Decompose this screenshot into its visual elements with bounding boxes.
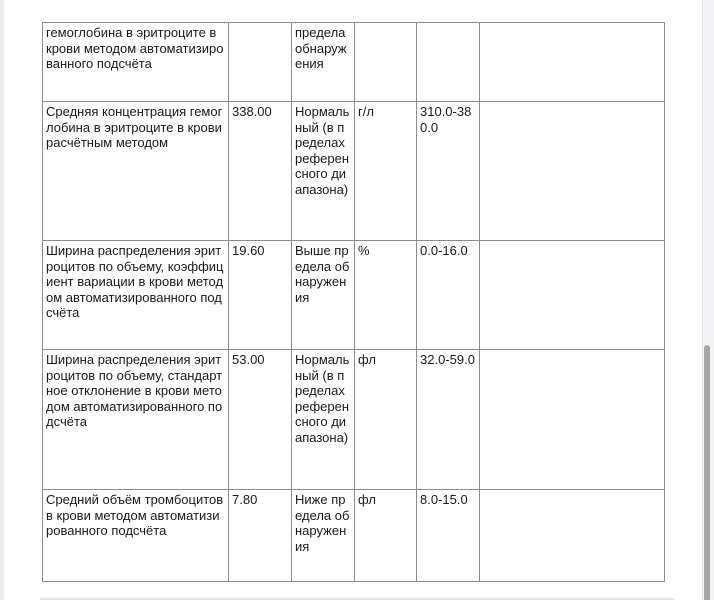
result-value-cell: 53.00 bbox=[229, 350, 292, 490]
reference-range-cell: 310.0-380.0 bbox=[417, 102, 480, 241]
test-name-cell: Средняя концентрация гемоглобина в эритроците в крови расчётным методом bbox=[43, 102, 229, 241]
note-cell bbox=[480, 23, 665, 102]
reference-range-cell: 32.0-59.0 bbox=[417, 350, 480, 490]
vertical-scrollbar-thumb[interactable] bbox=[704, 345, 710, 600]
table-row bbox=[43, 350, 665, 490]
status-cell: Выше предела обнаружения bbox=[292, 241, 355, 350]
document-page bbox=[4, 0, 700, 600]
table-row bbox=[43, 241, 665, 350]
test-name-cell: Ширина распределения эритроцитов по объему, стандартное отклонение в крови методом автоматизированного подсчёта bbox=[43, 350, 229, 490]
status-cell: предела обнаружения bbox=[292, 23, 355, 102]
test-name-cell: гемоглобина в эритроците в крови методом автоматизированного подсчёта bbox=[43, 23, 229, 102]
unit-cell bbox=[355, 23, 417, 102]
note-cell bbox=[480, 350, 665, 490]
result-value-cell: 19.60 bbox=[229, 241, 292, 350]
reference-range-cell: 0.0-16.0 bbox=[417, 241, 480, 350]
result-value-cell: 7.80 bbox=[229, 490, 292, 582]
status-cell: Нормальный (в пределах референсного диапазона) bbox=[292, 102, 355, 241]
unit-cell: фл bbox=[355, 490, 417, 582]
test-name-cell: Средний объём тромбоцитов в крови методом автоматизированного подсчёта bbox=[43, 490, 229, 582]
result-value-cell: 338.00 bbox=[229, 102, 292, 241]
test-name-cell: Ширина распределения эритроцитов по объему, коэффициент вариации в крови методом автоматизированного подсчёта bbox=[43, 241, 229, 350]
table-row bbox=[43, 490, 665, 582]
unit-cell: % bbox=[355, 241, 417, 350]
note-cell bbox=[480, 241, 665, 350]
table-row bbox=[43, 102, 665, 241]
reference-range-cell: 8.0-15.0 bbox=[417, 490, 480, 582]
lab-results-table bbox=[42, 22, 665, 582]
unit-cell: г/л bbox=[355, 102, 417, 241]
note-cell bbox=[480, 102, 665, 241]
status-cell: Ниже предела обнаружения bbox=[292, 490, 355, 582]
result-value-cell bbox=[229, 23, 292, 102]
unit-cell: фл bbox=[355, 350, 417, 490]
status-cell: Нормальный (в пределах референсного диапазона) bbox=[292, 350, 355, 490]
table-row bbox=[43, 23, 665, 102]
reference-range-cell bbox=[417, 23, 480, 102]
note-cell bbox=[480, 490, 665, 582]
